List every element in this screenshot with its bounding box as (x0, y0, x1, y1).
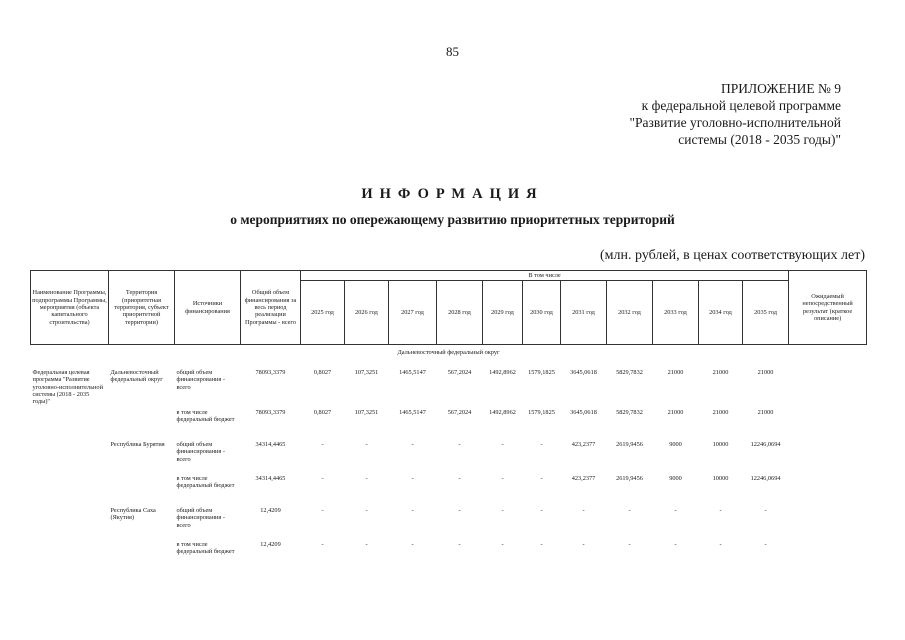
table-body (31, 367, 867, 571)
cell-result (789, 439, 867, 473)
cell-year-value: - (764, 506, 767, 514)
cell-year-value: - (458, 506, 461, 514)
cell-year-value: 1579,1825 (528, 408, 555, 416)
cell-year-value: - (540, 540, 543, 548)
cell-territory (109, 539, 175, 571)
cell-year-value: - (628, 506, 631, 514)
cell-territory: Республика Бурятия (110, 440, 165, 448)
cell-year-value: 21000 (757, 368, 774, 376)
cell-result (789, 505, 867, 539)
cell-year-value: 1465,5147 (399, 408, 426, 416)
cell-year-value: 1492,8962 (489, 368, 516, 376)
cell-year-value: - (582, 506, 585, 514)
cell-year-value: - (411, 474, 414, 482)
region-title: Дальневосточный федеральный округ (397, 349, 500, 357)
cell-year-value: - (365, 440, 368, 448)
cell-territory: Республика Саха (Якутия) (110, 506, 156, 522)
cell-year-value: - (628, 540, 631, 548)
cell-source: общий объем финансирования - всего (176, 368, 225, 391)
header-territory: Территория (приоритетная территория, субъект приоритетной территории) (109, 271, 175, 345)
cell-year-value: - (540, 474, 543, 482)
cell-year-value: - (540, 440, 543, 448)
cell-year-value: 9000 (669, 440, 682, 448)
cell-year-value: 0,8027 (313, 368, 332, 376)
header-total: Общий объем финансирования за весь период реализации Программы - всего (241, 271, 301, 345)
cell-result (789, 367, 867, 407)
appendix-header (630, 80, 841, 148)
appendix-line: "Развитие уголовно-исполнительной (629, 115, 841, 130)
cell-name (31, 539, 109, 571)
table-row (31, 367, 867, 407)
header-source: Источники финансирования (175, 271, 241, 345)
cell-year-value: 2619,9456 (616, 440, 643, 448)
appendix-line: к федеральной целевой программе (641, 98, 841, 113)
cell-year-value: - (411, 440, 414, 448)
cell-year-value: - (501, 474, 504, 482)
cell-year-value: 423,2377 (571, 440, 596, 448)
header-name: Наименование Программы, подпрограммы Программы, мероприятия (объекта капитального строительства) (31, 271, 109, 345)
cell-year-value: - (764, 540, 767, 548)
cell-result (789, 407, 867, 439)
cell-result (789, 539, 867, 571)
header-year: 2035 год (743, 281, 789, 345)
cell-year-value: - (321, 540, 324, 548)
document-title: ИНФОРМАЦИЯ (361, 186, 544, 202)
cell-source: общий объем финансирования - всего (176, 506, 225, 529)
funding-table (30, 270, 867, 571)
cell-year-value: - (321, 506, 324, 514)
cell-source: общий объем финансирования - всего (176, 440, 225, 463)
cell-year-value: 21000 (712, 368, 729, 376)
cell-name (31, 407, 109, 439)
cell-name (31, 473, 109, 505)
region-row (31, 345, 867, 367)
header-year: 2034 год (699, 281, 743, 345)
cell-year-value: - (501, 440, 504, 448)
cell-year-value: 21000 (712, 408, 729, 416)
header-year: 2026 год (345, 281, 389, 345)
cell-year-value: 107,3251 (354, 408, 379, 416)
cell-result (789, 473, 867, 505)
cell-total: 12,4209 (260, 540, 281, 548)
cell-year-value: - (582, 540, 585, 548)
cell-total: 34314,4465 (255, 440, 286, 448)
page-number: 85 (446, 44, 459, 59)
cell-year-value: - (501, 540, 504, 548)
cell-year-value: - (501, 506, 504, 514)
cell-year-value: - (674, 540, 677, 548)
cell-year-value: 12246,0694 (750, 474, 781, 482)
cell-source: в том числе федеральный бюджет (176, 474, 235, 490)
cell-year-value: 21000 (757, 408, 774, 416)
cell-territory (109, 407, 175, 439)
cell-year-value: - (365, 506, 368, 514)
cell-year-value: 12246,0694 (750, 440, 781, 448)
cell-year-value: 0,8027 (313, 408, 332, 416)
header-year: 2029 год (483, 281, 523, 345)
table-row (31, 439, 867, 473)
cell-year-value: 10000 (712, 440, 729, 448)
header-year: 2027 год (389, 281, 437, 345)
header-year: 2032 год (607, 281, 653, 345)
cell-year-value: 10000 (712, 474, 729, 482)
cell-year-value: 5829,7832 (616, 408, 643, 416)
cell-year-value: - (719, 540, 722, 548)
cell-year-value: 107,3251 (354, 368, 379, 376)
header-result: Ожидаемый непосредственный результат (краткое описание) (789, 271, 867, 345)
cell-year-value: 21000 (667, 408, 684, 416)
cell-total: 78093,3379 (255, 408, 286, 416)
cell-year-value: - (458, 440, 461, 448)
cell-year-value: - (411, 540, 414, 548)
cell-territory: Дальневосточный федеральный округ (110, 368, 163, 384)
cell-total: 12,4209 (260, 506, 281, 514)
cell-year-value: - (321, 440, 324, 448)
cell-year-value: - (365, 474, 368, 482)
cell-year-value: 1579,1825 (528, 368, 555, 376)
cell-year-value: 21000 (667, 368, 684, 376)
cell-year-value: - (540, 506, 543, 514)
cell-year-value: 567,2024 (447, 408, 472, 416)
cell-year-value: 1465,5147 (399, 368, 426, 376)
cell-total: 34314,4465 (255, 474, 286, 482)
cell-year-value: 567,2024 (447, 368, 472, 376)
table-row (31, 407, 867, 439)
cell-year-value: 423,2377 (571, 474, 596, 482)
appendix-line: системы (2018 - 2035 годы)" (678, 132, 841, 147)
cell-year-value: 3645,0618 (570, 368, 597, 376)
header-incl: В том числе (301, 271, 789, 281)
cell-year-value: - (365, 540, 368, 548)
cell-source: в том числе федеральный бюджет (176, 540, 235, 556)
table-row (31, 539, 867, 571)
cell-year-value: - (458, 540, 461, 548)
cell-year-value: - (719, 506, 722, 514)
cell-territory (109, 473, 175, 505)
cell-year-value: 1492,8962 (489, 408, 516, 416)
cell-year-value: - (411, 506, 414, 514)
header-year: 2028 год (437, 281, 483, 345)
header-row (31, 271, 867, 281)
units-note: (млн. рублей, в ценах соответствующих лет) (600, 248, 865, 263)
cell-year-value: - (674, 506, 677, 514)
cell-name (31, 439, 109, 473)
table-row (31, 505, 867, 539)
cell-year-value: 3645,0618 (570, 408, 597, 416)
cell-year-value: 9000 (669, 474, 682, 482)
header-year: 2025 год (301, 281, 345, 345)
cell-year-value: 2619,9456 (616, 474, 643, 482)
table-row (31, 473, 867, 505)
cell-year-value: 5829,7832 (616, 368, 643, 376)
cell-year-value: - (321, 474, 324, 482)
cell-name: Федеральная целевая программа "Развитие уголовно-исполнительной системы (2018 - 2035 годы)" (32, 368, 103, 406)
header-year: 2033 год (653, 281, 699, 345)
header-year: 2030 год (523, 281, 561, 345)
appendix-line: ПРИЛОЖЕНИЕ № 9 (720, 81, 841, 96)
cell-total: 78093,3379 (255, 368, 286, 376)
header-year: 2031 год (561, 281, 607, 345)
document-subtitle: о мероприятиях по опережающему развитию приоритетных территорий (230, 212, 675, 227)
cell-source: в том числе федеральный бюджет (176, 408, 235, 424)
cell-name (31, 505, 109, 539)
cell-year-value: - (458, 474, 461, 482)
